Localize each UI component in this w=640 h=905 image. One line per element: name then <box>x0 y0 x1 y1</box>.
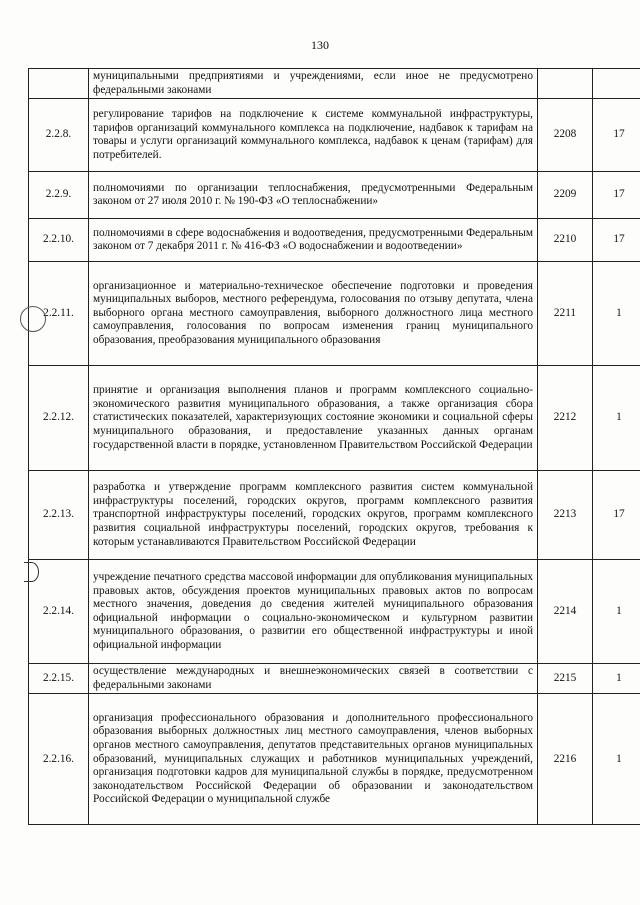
row-description: организационное и материально-техническое обеспечение подготовки и проведения муниципальных выборов, местного референдума, голосования по отзыву депутата, члена выборного органа местного самоуправления, выборного должностного лица местного самоуправления, голосования по вопросам изменения границ муниципального образования, преобразования муниципального образования <box>89 262 538 366</box>
page-number: 130 <box>311 38 329 52</box>
row-count: 1 <box>593 262 640 366</box>
row-number <box>29 69 89 99</box>
row-code <box>538 69 593 99</box>
table-row <box>29 694 640 825</box>
row-code: 2215 <box>538 664 593 694</box>
row-number: 2.2.13. <box>29 471 89 560</box>
table-row <box>29 664 640 694</box>
functions-table <box>28 68 640 825</box>
row-description: учреждение печатного средства массовой информации для опубликования муниципальных правовых актов, обсуждения проектов муниципальных правовых актов по вопросам местного значения, доведения до сведения жителей муниципального образования официальной информации о социально-экономическом и культурном развитии муниципального образования, о развитии его общественной инфраструктуры и иной официальной информации <box>89 560 538 664</box>
row-description: принятие и организация выполнения планов и программ комплексного социально-экономического развития муниципального образования, а также организация сбора статистических показателей, характеризующих состояние экономики и социальной сферы муниципального образования, и предоставление указанных данных органам государственной власти в порядке, установленном Правительством Российской Федерации <box>89 366 538 471</box>
row-code: 2216 <box>538 694 593 825</box>
row-number: 2.2.14. <box>29 560 89 664</box>
table-row <box>29 219 640 262</box>
row-code: 2210 <box>538 219 593 262</box>
row-number: 2.2.8. <box>29 99 89 172</box>
row-number: 2.2.10. <box>29 219 89 262</box>
row-count: 1 <box>593 694 640 825</box>
table-row <box>29 69 640 99</box>
table-row <box>29 560 640 664</box>
row-count: 17 <box>593 219 640 262</box>
row-number: 2.2.9. <box>29 172 89 219</box>
row-description: муниципальными предприятиями и учреждениями, если иное не предусмотрено федеральными законами <box>89 69 538 99</box>
row-count: 17 <box>593 471 640 560</box>
row-description: организация профессионального образования и дополнительного профессионального образования выборных должностных лиц местного самоуправления, членов выборных органов местного самоуправления, депутатов представительных органов муниципальных образований, муниципальных служащих и работников муниципальных учреждений, организация подготовки кадров для муниципальной службы в порядке, предусмотренном законодательством Российской Федерации об образовании и законодательством Российской Федерации о муниципальной службе <box>89 694 538 825</box>
row-description: разработка и утверждение программ комплексного развития систем коммунальной инфраструктуры поселений, городских округов, программ комплексного развития транспортной инфраструктуры поселений, городских округов, программ комплексного развития социальной инфраструктуры поселений, городских округов, требования к которым устанавливаются Правительством Российской Федерации <box>89 471 538 560</box>
table-row <box>29 172 640 219</box>
row-description: полномочиями по организации теплоснабжения, предусмотренными Федеральным законом от 27 июля 2010 г. № 190-ФЗ «О теплоснабжении» <box>89 172 538 219</box>
row-number: 2.2.16. <box>29 694 89 825</box>
row-count: 1 <box>593 366 640 471</box>
row-code: 2208 <box>538 99 593 172</box>
row-number: 2.2.12. <box>29 366 89 471</box>
row-number: 2.2.15. <box>29 664 89 694</box>
table-row <box>29 366 640 471</box>
row-description: регулирование тарифов на подключение к системе коммунальной инфраструктуры, тарифов организаций коммунального комплекса на подключение, надбавок к тарифам на товары и услуги организаций коммунального комплекса, надбавок к ценам (тарифам) для потребителей. <box>89 99 538 172</box>
binder-hole-mark <box>24 562 39 582</box>
row-count <box>593 69 640 99</box>
row-code: 2211 <box>538 262 593 366</box>
row-number: 2.2.11. <box>29 262 89 366</box>
table-row <box>29 471 640 560</box>
binder-hole-mark <box>20 306 46 332</box>
row-description: полномочиями в сфере водоснабжения и водоотведения, предусмотренными Федеральным законом от 7 декабря 2011 г. № 416-ФЗ «О водоснабжении и водоотведении» <box>89 219 538 262</box>
row-description: осуществление международных и внешнеэкономических связей в соответствии с федеральными законами <box>89 664 538 694</box>
row-count: 17 <box>593 172 640 219</box>
row-code: 2212 <box>538 366 593 471</box>
row-count: 17 <box>593 99 640 172</box>
table-row <box>29 99 640 172</box>
row-code: 2214 <box>538 560 593 664</box>
table-row <box>29 262 640 366</box>
row-count: 1 <box>593 560 640 664</box>
row-code: 2213 <box>538 471 593 560</box>
row-code: 2209 <box>538 172 593 219</box>
row-count: 1 <box>593 664 640 694</box>
